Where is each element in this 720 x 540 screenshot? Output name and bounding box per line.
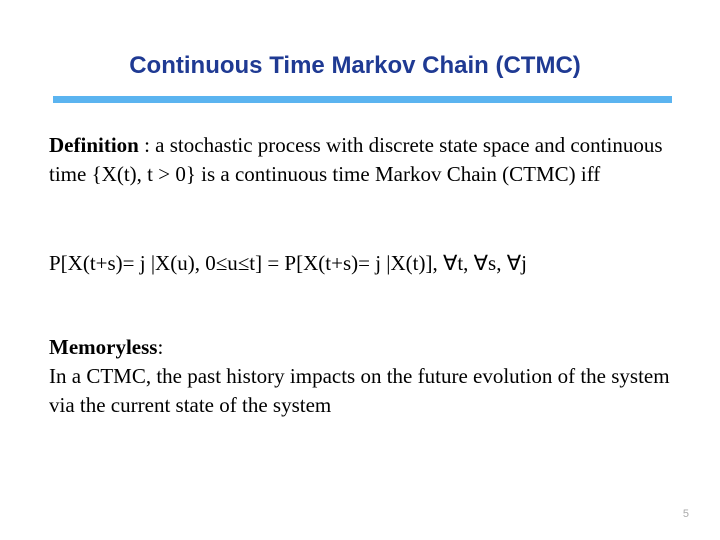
- memoryless-paragraph: [49, 333, 689, 420]
- definition-term: Definition: [49, 133, 139, 157]
- memoryless-text: In a CTMC, the past history impacts on the future evolution of the system via the current state of the system: [49, 364, 670, 417]
- title-underline-bar: [53, 96, 672, 103]
- slide-title: Continuous Time Markov Chain (CTMC): [129, 52, 581, 79]
- markov-property-formula: P[X(t+s)= j |X(u), 0≤u≤t] = P[X(t+s)= j |X(t)], ∀t, ∀s, ∀j: [49, 251, 527, 275]
- page-number: 5: [682, 508, 689, 520]
- memoryless-term: Memoryless: [49, 335, 158, 359]
- memoryless-colon: :: [157, 335, 164, 359]
- definition-paragraph: [49, 131, 689, 189]
- definition-text: : a stochastic process with discrete state space and continuous time {X(t), t > 0} is a continuous time Markov Chain (CTMC) iff: [49, 133, 663, 186]
